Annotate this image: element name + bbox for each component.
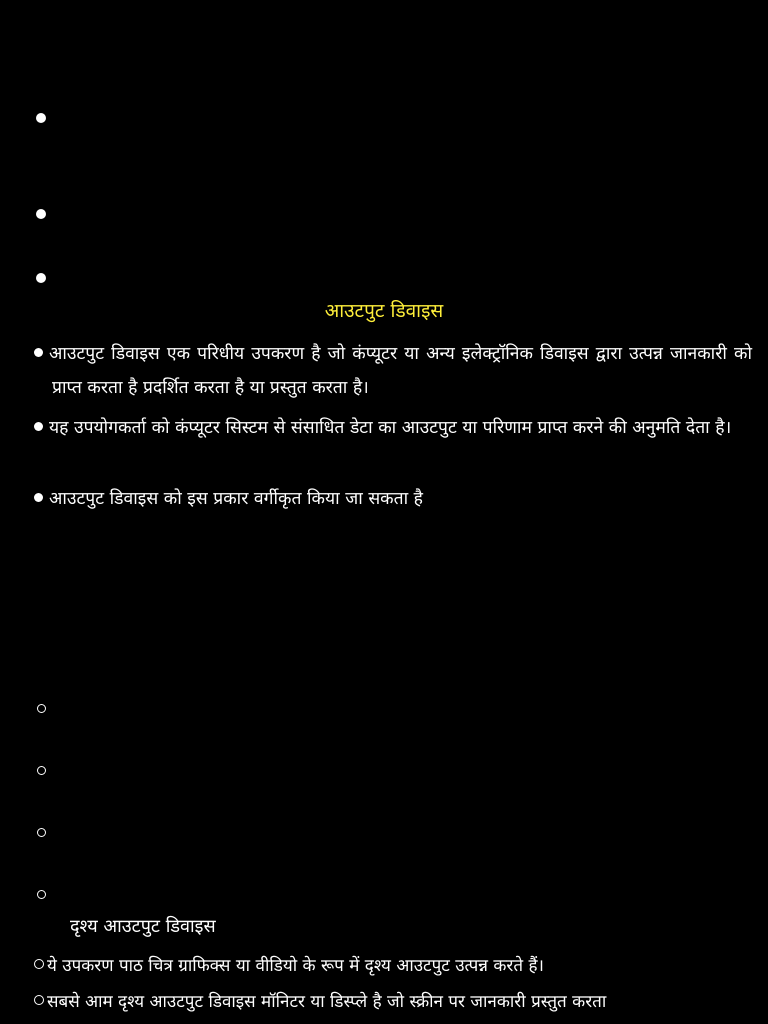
bullet-text: आउटपुट डिवाइस एक परिधीय उपकरण है जो कंप्यूटर या अन्य इलेक्ट्रॉनिक डिवाइस द्वारा उत्पन्न जानकारी को प्राप्त करता है प्रदर्शित करता है या प्रस्तुत करता है।: [49, 344, 752, 398]
bullet-marker: [34, 493, 43, 502]
bullet-marker: [34, 348, 43, 357]
bullet-paragraph: [34, 411, 752, 445]
page-heading: आउटपुट डिवाइस: [324, 300, 444, 322]
empty-bullet: [36, 273, 46, 283]
sub-bullet-line: [34, 950, 734, 982]
section-subheading: दृश्य आउटपुट डिवाइस: [70, 916, 216, 937]
bullet-paragraph: [34, 337, 752, 405]
sub-bullet-marker: [34, 959, 44, 969]
sub-bullet-text: ये उपकरण पाठ चित्र ग्राफिक्स या वीडियो के रूप में दृश्य आउटपुट उत्पन्न करते हैं।: [47, 956, 544, 976]
empty-bullet: [36, 209, 46, 219]
bullet-marker: [34, 422, 43, 431]
bullet-paragraph: [34, 482, 752, 516]
bullet-text: यह उपयोगकर्ता को कंप्यूटर सिस्टम से संसाधित डेटा का आउटपुट या परिणाम प्राप्त करने की अनुमति देता है।: [49, 418, 732, 438]
empty-sub-bullet: [37, 828, 46, 837]
empty-sub-bullet: [37, 704, 46, 713]
empty-sub-bullet: [37, 766, 46, 775]
sub-bullet-line: [34, 986, 734, 1018]
empty-sub-bullet: [37, 890, 46, 899]
bullet-text: आउटपुट डिवाइस को इस प्रकार वर्गीकृत किया जा सकता है: [49, 489, 423, 509]
sub-bullet-text: सबसे आम दृश्य आउटपुट डिवाइस मॉनिटर या डिस्प्ले है जो स्क्रीन पर जानकारी प्रस्तुत करता: [47, 992, 607, 1012]
empty-bullet: [36, 113, 46, 123]
sub-bullet-marker: [34, 995, 44, 1005]
